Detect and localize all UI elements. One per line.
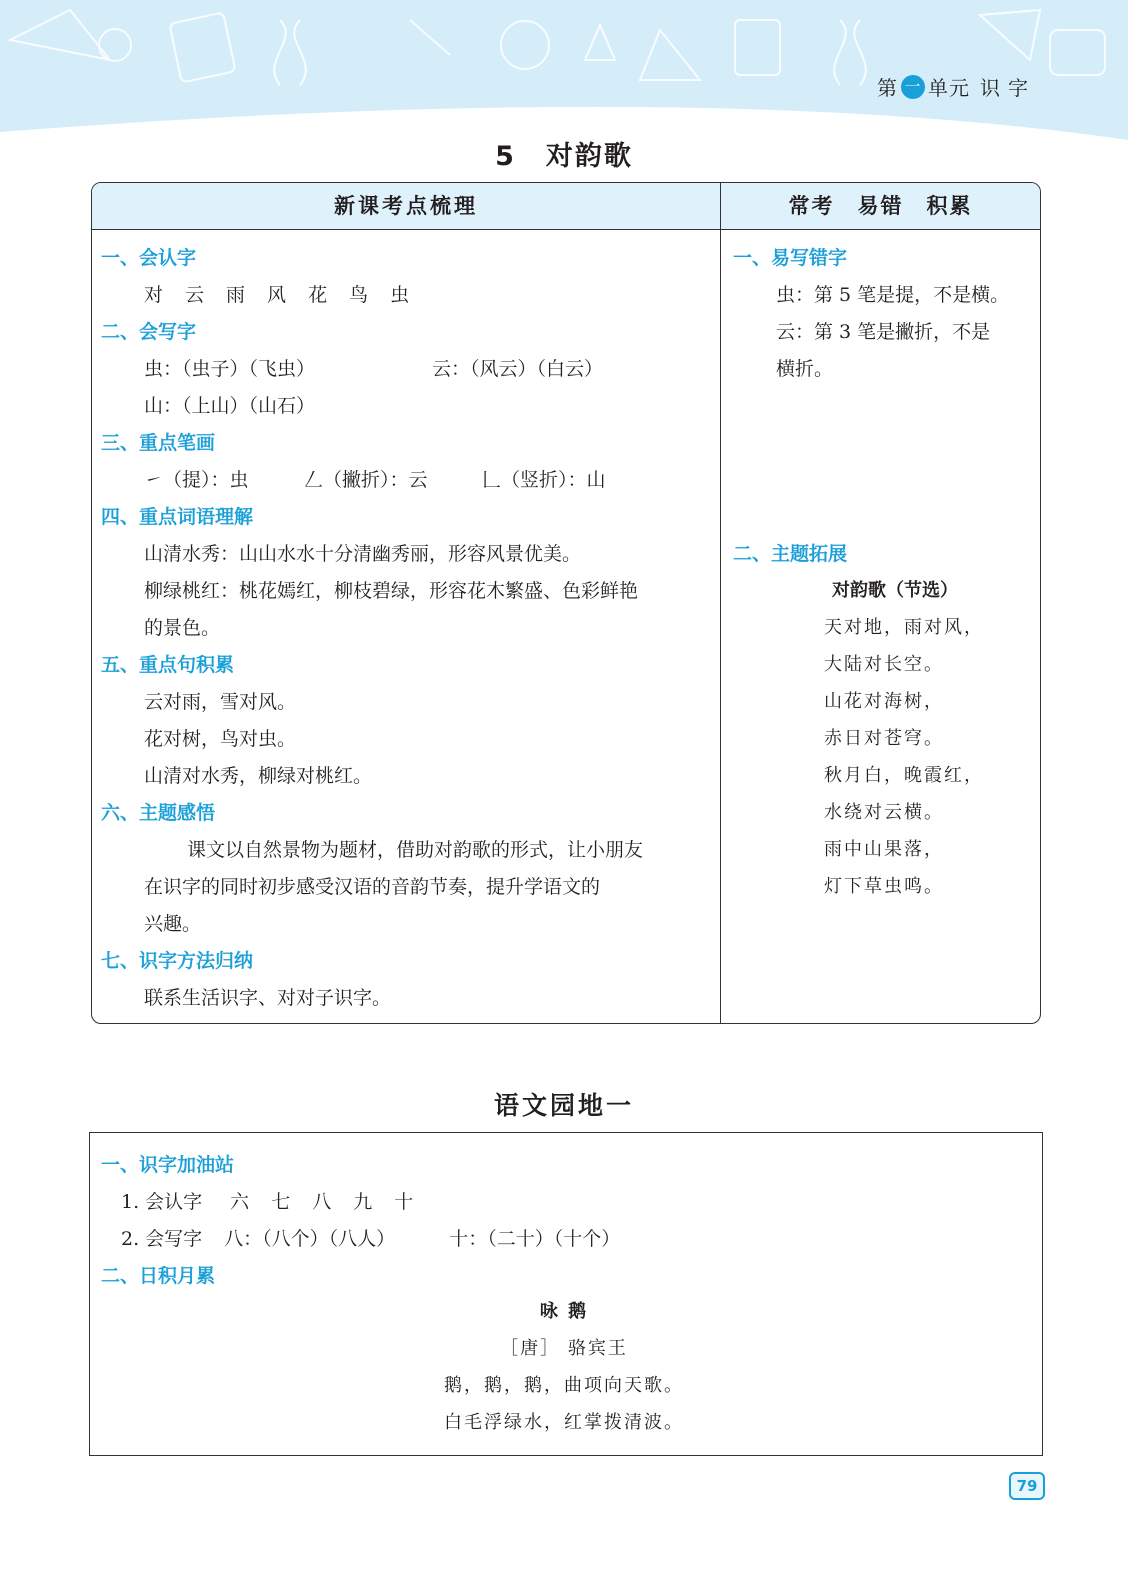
poem-line: 灯下草虫鸣。	[824, 876, 944, 897]
write-char-shi: 十：（二十）（十个）	[449, 1228, 621, 1250]
vocab-line: 柳绿桃红：桃花嫣红，柳枝碧绿，形容花木繁盛、色彩鲜艳	[144, 580, 639, 602]
char: 六	[230, 1191, 250, 1213]
char: 七	[271, 1191, 291, 1213]
item-label: 2. 会写字	[121, 1228, 203, 1250]
section-theme: 六、主题感悟	[101, 802, 216, 824]
page-number: 79	[1009, 1472, 1045, 1500]
poem-line: 雨中山果落，	[824, 839, 944, 860]
garden-poem-title: 咏 鹅	[539, 1301, 589, 1322]
unit-label	[877, 72, 1036, 101]
stroke-shuzhe: 𠃊（竖折）：山	[482, 469, 606, 491]
theme-line: 兴趣。	[144, 913, 202, 935]
unit-subject: 识字	[980, 76, 1036, 100]
item-label: 1. 会认字	[121, 1191, 203, 1213]
char: 十	[394, 1191, 414, 1213]
char: 云	[185, 284, 205, 306]
section-sentences: 五、重点句积累	[101, 654, 235, 676]
char: 风	[267, 284, 287, 306]
stroke-glyph-shuzhe: 𠃊	[482, 469, 502, 491]
write-char-chong: 虫：（虫子）（飞虫）	[144, 358, 316, 380]
unit-prefix: 第	[877, 76, 898, 100]
char: 八	[312, 1191, 332, 1213]
theme-line: 课文以自然景物为题材，借助对韵歌的形式，让小朋友	[187, 839, 644, 861]
extension-poem-title: 对韵歌（节选）	[832, 580, 958, 601]
char: 虫	[390, 284, 410, 306]
char: 雨	[226, 284, 246, 306]
section-daily-accumulation: 二、日积月累	[101, 1265, 216, 1287]
char: 花	[308, 284, 328, 306]
stroke-piezhe: 𠃋（撇折）：云	[304, 469, 428, 491]
write-char-yun: 云：（风云）（白云）	[432, 358, 604, 380]
section-literacy-station: 一、识字加油站	[101, 1154, 235, 1176]
vocab-line: 山清水秀：山山水水十分清幽秀丽，形容风景优美。	[144, 543, 582, 565]
lesson-title	[0, 134, 1128, 173]
error-line: 横折。	[776, 358, 834, 380]
write-char-shan: 山：（上山）（山石）	[144, 395, 316, 417]
section-recognize-chars: 一、会认字	[101, 247, 197, 269]
lesson-name: 对韵歌	[545, 141, 633, 172]
section-common-errors: 一、易写错字	[733, 247, 848, 269]
sentence-line: 花对树，鸟对虫。	[144, 728, 297, 750]
char: 对	[144, 284, 164, 306]
poem-line: 秋月白，晚霞红，	[824, 765, 984, 786]
error-line: 虫：第 5 笔是提，不是横。	[776, 284, 1010, 306]
theme-line: 在识字的同时初步感受汉语的音韵节奏，提升学语文的	[144, 876, 601, 898]
garden-poem-line: 鹅，鹅，鹅，曲项向天歌。	[444, 1375, 684, 1396]
lesson-table	[91, 182, 1041, 1024]
stroke-glyph-ti: ㇀	[144, 469, 164, 491]
stroke-ti: ㇀（提）：虫	[144, 469, 249, 491]
sentence-line: 云对雨，雪对风。	[144, 691, 297, 713]
vocab-line: 的景色。	[144, 617, 221, 639]
left-column-header: 新课考点梳理	[334, 194, 478, 218]
char: 鸟	[349, 284, 369, 306]
poem-line: 水绕对云横。	[824, 802, 944, 823]
literacy-item-1	[121, 1187, 435, 1214]
lesson-number: 5	[495, 141, 516, 172]
right-column-header: 常考 易错 积累	[788, 194, 973, 218]
garden-poem-author: ［唐］ 骆宾王	[500, 1338, 628, 1359]
poem-line: 赤日对苍穹。	[824, 728, 944, 749]
poem-line: 山花对海树，	[824, 691, 944, 712]
section-key-strokes: 三、重点笔画	[101, 432, 216, 454]
unit-suffix: 单元	[928, 76, 970, 100]
error-line: 云：第 3 笔是撇折，不是	[776, 321, 991, 343]
stroke-glyph-piezhe: 𠃋	[304, 469, 324, 491]
poem-line: 天对地，雨对风，	[824, 617, 984, 638]
poem-line: 大陆对长空。	[824, 654, 944, 675]
column-divider	[720, 183, 721, 1023]
garden-poem-line: 白毛浮绿水，红掌拨清波。	[444, 1412, 684, 1433]
section-theme-extension: 二、主题拓展	[733, 543, 848, 565]
write-char-ba: 八：（八个）（八人）	[224, 1228, 396, 1250]
section-vocabulary: 四、重点词语理解	[101, 506, 254, 528]
section-method: 七、识字方法归纳	[101, 950, 254, 972]
recognize-chars-list	[144, 280, 431, 307]
literacy-item-2	[121, 1224, 620, 1251]
method-line: 联系生活识字、对对子识字。	[144, 987, 392, 1009]
garden-title: 语文园地一	[493, 1091, 634, 1120]
sentence-line: 山清对水秀，柳绿对桃红。	[144, 765, 373, 787]
section-write-chars: 二、会写字	[101, 321, 197, 343]
unit-number-badge: 一	[901, 75, 925, 99]
char: 九	[353, 1191, 373, 1213]
